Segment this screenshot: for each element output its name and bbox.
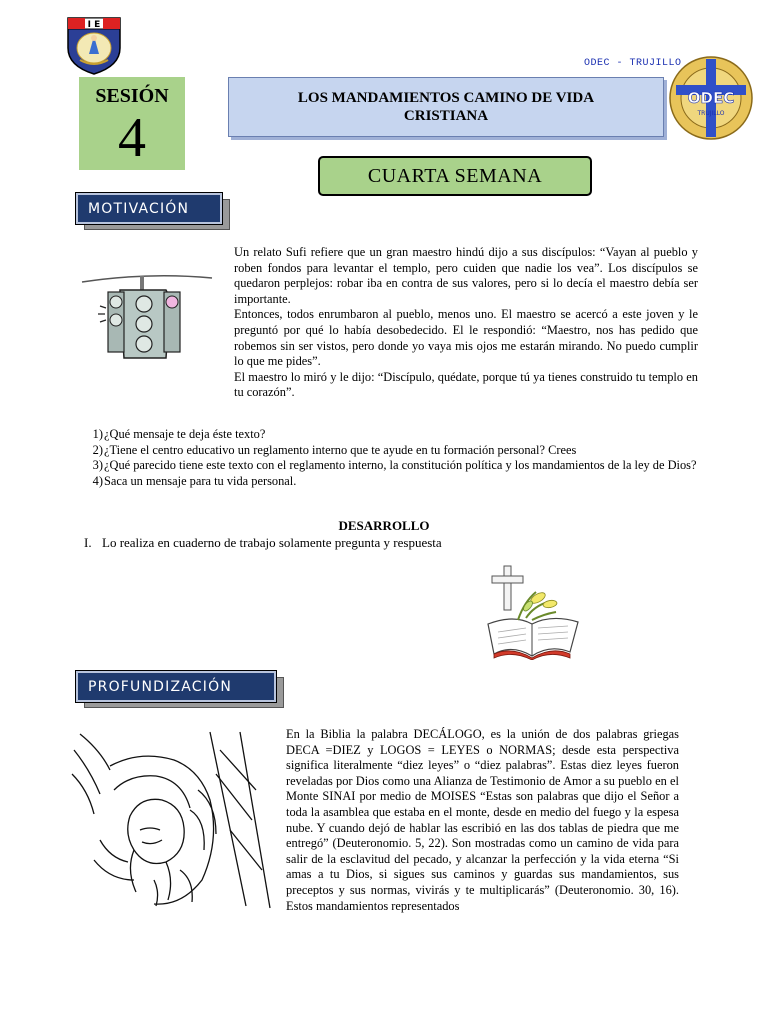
story-paragraph: El maestro lo miró y le dijo: “Discípulo, quédate, porque tú ya tienes construido tu templo en tu corazón”. (234, 369, 698, 400)
session-box (79, 77, 185, 170)
question-number: 1) (92, 427, 103, 441)
session-label: SESIÓN (95, 85, 169, 107)
school-logo (64, 14, 124, 76)
banner-face (76, 671, 276, 702)
seal-text: ODEC (687, 89, 735, 107)
list-item (88, 458, 703, 474)
profundizacion-heading: PROFUNDIZACIÓN (88, 678, 232, 695)
session-number: 4 (118, 107, 146, 169)
list-item (88, 443, 703, 459)
question-number: 3) (92, 458, 103, 473)
list-item (88, 474, 703, 490)
story-text (234, 245, 698, 401)
question-text: ¿Qué parecido tiene este texto con el reglamento interno, la constitución política y los mandamientos de la ley de Dios? (104, 458, 697, 473)
development-instruction (84, 535, 442, 551)
odec-label: ODEC - TRUJILLO (584, 58, 682, 69)
bible-cross-illustration (484, 562, 580, 660)
week-label: CUARTA SEMANA (367, 164, 543, 187)
week-box (318, 156, 592, 196)
deepening-text (286, 727, 679, 914)
question-text: ¿Qué mensaje te deja éste texto? (104, 427, 266, 441)
deepening-paragraph: En la Biblia la palabra DECÁLOGO, es la unión de dos palabras griegas DECA =DIEZ y LOGOS = LEYES o NORMAS; desde esta perspectiva significa literalmente “diez leyes” o “diez palabras”. Estas diez leyes fueron reveladas por Dios como una Alianza de Testimonio de Amor a su pueblo en el Monte SINAI por medio de MOISES “Estas son palabras que dijo el Señor a toda la asamblea que estaba en el monte, desde en medio del fuego y la espesa nube. Y cuando dejó de hablar las escribió en las dos tablas de piedra que me entregó” (Deuteronomio. 5, 22). Son mostradas como un camino de vida para salir de la esclavitud del pecado, y alcanzar la perfección y la vida eterna “Si amas a tu Dios, si sigues sus caminos y guardas sus mandamientos, sus preceptos y sus normas, vivirás y te multiplicarás” (Deuteronomio. 30, 16). Estos mandamientos representados (286, 727, 679, 913)
story-paragraph: Un relato Sufi refiere que un gran maestro hindú dijo a sus discípulos: “Vayan al pueblo y roben fondos para levantar el templo, pero cuiden que nadie los vea”. Los discípulos se quedaron perplejos: robar iba en contra de sus valores, pero si lo decía el maestro debía ser importante. (234, 245, 698, 306)
moses-illustration (70, 730, 274, 910)
odec-seal (668, 55, 754, 141)
traffic-light-illustration (78, 268, 214, 364)
title-box (228, 77, 664, 137)
roman-numeral: I. (84, 535, 92, 550)
list-item (88, 427, 703, 443)
page-title: LOS MANDAMIENTOS CAMINO DE VIDA CRISTIANA (297, 90, 595, 124)
motivacion-heading: MOTIVACIÓN (88, 200, 190, 217)
instruction-text: Lo realiza en cuaderno de trabajo solamente pregunta y respuesta (102, 535, 442, 550)
motivacion-banner (76, 193, 222, 224)
question-text: ¿Tiene el centro educativo un reglamento interno que te ayude en tu formación personal? Crees (104, 442, 577, 457)
school-badge-text: I E (87, 20, 101, 30)
profundizacion-banner (76, 671, 276, 702)
question-list (88, 427, 703, 489)
question-number: 4) (92, 473, 103, 488)
question-text: Saca un mensaje para tu vida personal. (104, 473, 297, 488)
seal-subtext: TRUJILLO (697, 110, 725, 117)
story-paragraph: Entonces, todos enrumbaron al pueblo, menos uno. El maestro se acercó a este joven y le preguntó por qué lo había desobedecido. El le respondió: “Maestro, nos has pedido que robemos sin ser vistos, pero donde yo vaya mis ojos me estarán mirando. No puedo cumplir lo que me pides”. (234, 307, 698, 369)
banner-face (76, 193, 222, 224)
development-heading: DESARROLLO (338, 518, 430, 533)
question-number: 2) (92, 442, 103, 457)
